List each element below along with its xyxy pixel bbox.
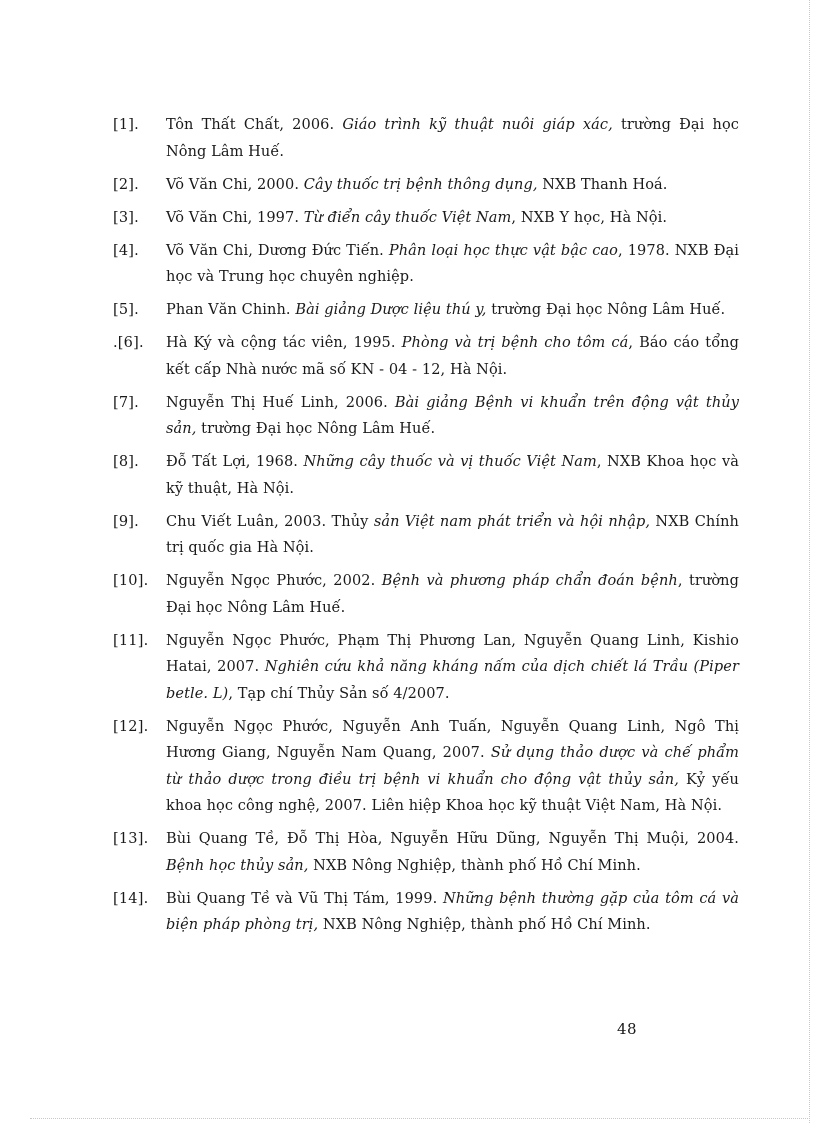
reference-item: [113, 238, 739, 291]
reference-publisher: , NXB Khoa học và kỹ thuật, Hà Nội.: [166, 454, 739, 497]
reference-authors: Chu Viết Luân, 2003. Thủy: [166, 513, 374, 530]
reference-number: [14].: [113, 890, 149, 907]
reference-number: [5].: [113, 302, 139, 318]
reference-text: [166, 112, 739, 165]
reference-authors: Hà Ký và cộng tác viên, 1995.: [166, 335, 402, 351]
reference-title: Bài giảng Dược liệu thú y,: [295, 302, 487, 318]
reference-text: [166, 330, 739, 383]
reference-number: .[6].: [113, 335, 144, 351]
reference-authors: Tôn Thất Chất, 2006.: [166, 117, 343, 133]
reference-text: [166, 172, 739, 199]
reference-text: [166, 628, 739, 708]
reference-number: [7].: [113, 394, 139, 411]
reference-publisher: , 1978. NXB Đại học và Trung học chuyên nghiệp.: [166, 242, 739, 285]
reference-title: Bài giảng Bệnh vi khuẩn trên động vật thủy sản,: [166, 394, 740, 437]
reference-title: Những cây thuốc và vị thuốc Việt Nam: [303, 454, 597, 470]
reference-text: [166, 238, 739, 291]
reference-item: [113, 205, 739, 232]
reference-authors: Võ Văn Chi, Dương Đức Tiến.: [166, 242, 389, 259]
reference-authors: Đỗ Tất Lợi, 1968.: [166, 454, 304, 470]
reference-authors: Nguyễn Ngọc Phước, 2002.: [166, 573, 382, 589]
reference-text: [166, 297, 739, 324]
reference-item: [113, 714, 739, 820]
reference-publisher: trường Đại học Nông Lâm Huế.: [166, 117, 739, 160]
reference-authors: Bùi Quang Tề và Vũ Thị Tám, 1999.: [166, 890, 443, 907]
reference-item: [113, 172, 739, 199]
reference-title: Từ điển cây thuốc Việt Nam: [303, 209, 512, 226]
reference-publisher: trường Đại học Nông Lâm Huế.: [196, 421, 436, 437]
reference-item: [113, 628, 739, 708]
reference-item: [113, 297, 739, 324]
reference-item: [113, 509, 739, 562]
reference-number: [3].: [113, 209, 139, 226]
reference-publisher: NXB Nông Nghiệp, thành phố Hồ Chí Minh.: [308, 857, 641, 874]
reference-number: [12].: [113, 718, 149, 735]
reference-number: [4].: [113, 242, 139, 259]
reference-publisher: NXB Nông Nghiệp, thành phố Hồ Chí Minh.: [318, 917, 651, 933]
reference-item: [113, 390, 739, 443]
reference-title: Những bệnh thường gặp của tôm cá và biện pháp phòng trị,: [166, 890, 739, 933]
reference-publisher: , trường Đại học Nông Lâm Huế.: [166, 573, 739, 616]
page-number: 48: [617, 1020, 638, 1038]
reference-list: [113, 112, 739, 945]
reference-authors: Phan Văn Chinh.: [166, 302, 296, 318]
reference-authors: Nguyễn Ngọc Phước, Nguyễn Anh Tuấn, Nguyễn Quang Linh, Ngô Thị Hương Giang, Nguyễn Nam Quang, 2007.: [166, 718, 739, 761]
page-edge-bottom: [30, 1118, 810, 1119]
reference-number: [13].: [113, 831, 149, 847]
reference-number: [11].: [113, 632, 149, 649]
reference-title: Nghiên cứu khả năng kháng nấm của dịch chiết lá Trầu (Piper betle. L): [166, 659, 739, 702]
reference-title: Giáo trình kỹ thuật nuôi giáp xác,: [342, 117, 613, 133]
reference-title: Bệnh và phương pháp chẩn đoán bệnh: [381, 573, 678, 589]
reference-text: [166, 205, 739, 232]
reference-text: [166, 390, 739, 443]
reference-publisher: , Tạp chí Thủy Sản số 4/2007.: [228, 685, 450, 702]
reference-title: Cây thuốc trị bệnh thông dụng,: [303, 176, 538, 193]
reference-text: [166, 449, 739, 502]
reference-title: sản Việt nam phát triển và hội nhập,: [373, 513, 651, 530]
reference-title: Bệnh học thủy sản,: [166, 857, 309, 874]
reference-item: [113, 330, 739, 383]
reference-item: [113, 449, 739, 502]
reference-title: Phòng và trị bệnh cho tôm cá: [401, 335, 629, 351]
reference-authors: Nguyễn Thị Huế Linh, 2006.: [166, 394, 395, 411]
reference-authors: Bùi Quang Tề, Đỗ Thị Hòa, Nguyễn Hữu Dũng, Nguyễn Thị Muội, 2004.: [166, 831, 739, 847]
reference-authors: Võ Văn Chi, 2000.: [166, 176, 304, 193]
page-edge-right: [809, 0, 810, 1123]
reference-item: [113, 568, 739, 621]
reference-item: [113, 112, 739, 165]
reference-publisher: Kỷ yếu khoa học công nghệ, 2007. Liên hiệp Khoa học kỹ thuật Việt Nam, Hà Nội.: [166, 771, 739, 814]
reference-publisher: , Báo cáo tổng kết cấp Nhà nước mã số KN - 04 - 12, Hà Nội.: [166, 335, 739, 378]
reference-number: [1].: [113, 117, 139, 133]
reference-publisher: NXB Thanh Hoá.: [537, 176, 668, 193]
reference-title: Sử dụng thảo dược và chế phẩm từ thảo dược trong điều trị bệnh vi khuẩn cho động vật thủy sản,: [166, 745, 739, 788]
reference-number: [8].: [113, 454, 139, 470]
reference-number: [9].: [113, 513, 139, 530]
reference-number: [10].: [113, 573, 149, 589]
reference-authors: Nguyễn Ngọc Phước, Phạm Thị Phương Lan, Nguyễn Quang Linh, Kishio Hatai, 2007.: [166, 632, 739, 675]
reference-text: [166, 826, 739, 879]
reference-title: Phân loại học thực vật bậc cao: [388, 242, 619, 259]
reference-publisher: trường Đại học Nông Lâm Huế.: [486, 302, 726, 318]
reference-publisher: NXB Chính trị quốc gia Hà Nội.: [166, 513, 739, 556]
reference-text: [166, 568, 739, 621]
reference-item: [113, 886, 739, 939]
reference-number: [2].: [113, 176, 139, 193]
reference-text: [166, 509, 739, 562]
reference-text: [166, 886, 739, 939]
reference-authors: Võ Văn Chi, 1997.: [166, 209, 304, 226]
reference-item: [113, 826, 739, 879]
reference-text: [166, 714, 739, 820]
reference-publisher: , NXB Y học, Hà Nội.: [511, 209, 668, 226]
